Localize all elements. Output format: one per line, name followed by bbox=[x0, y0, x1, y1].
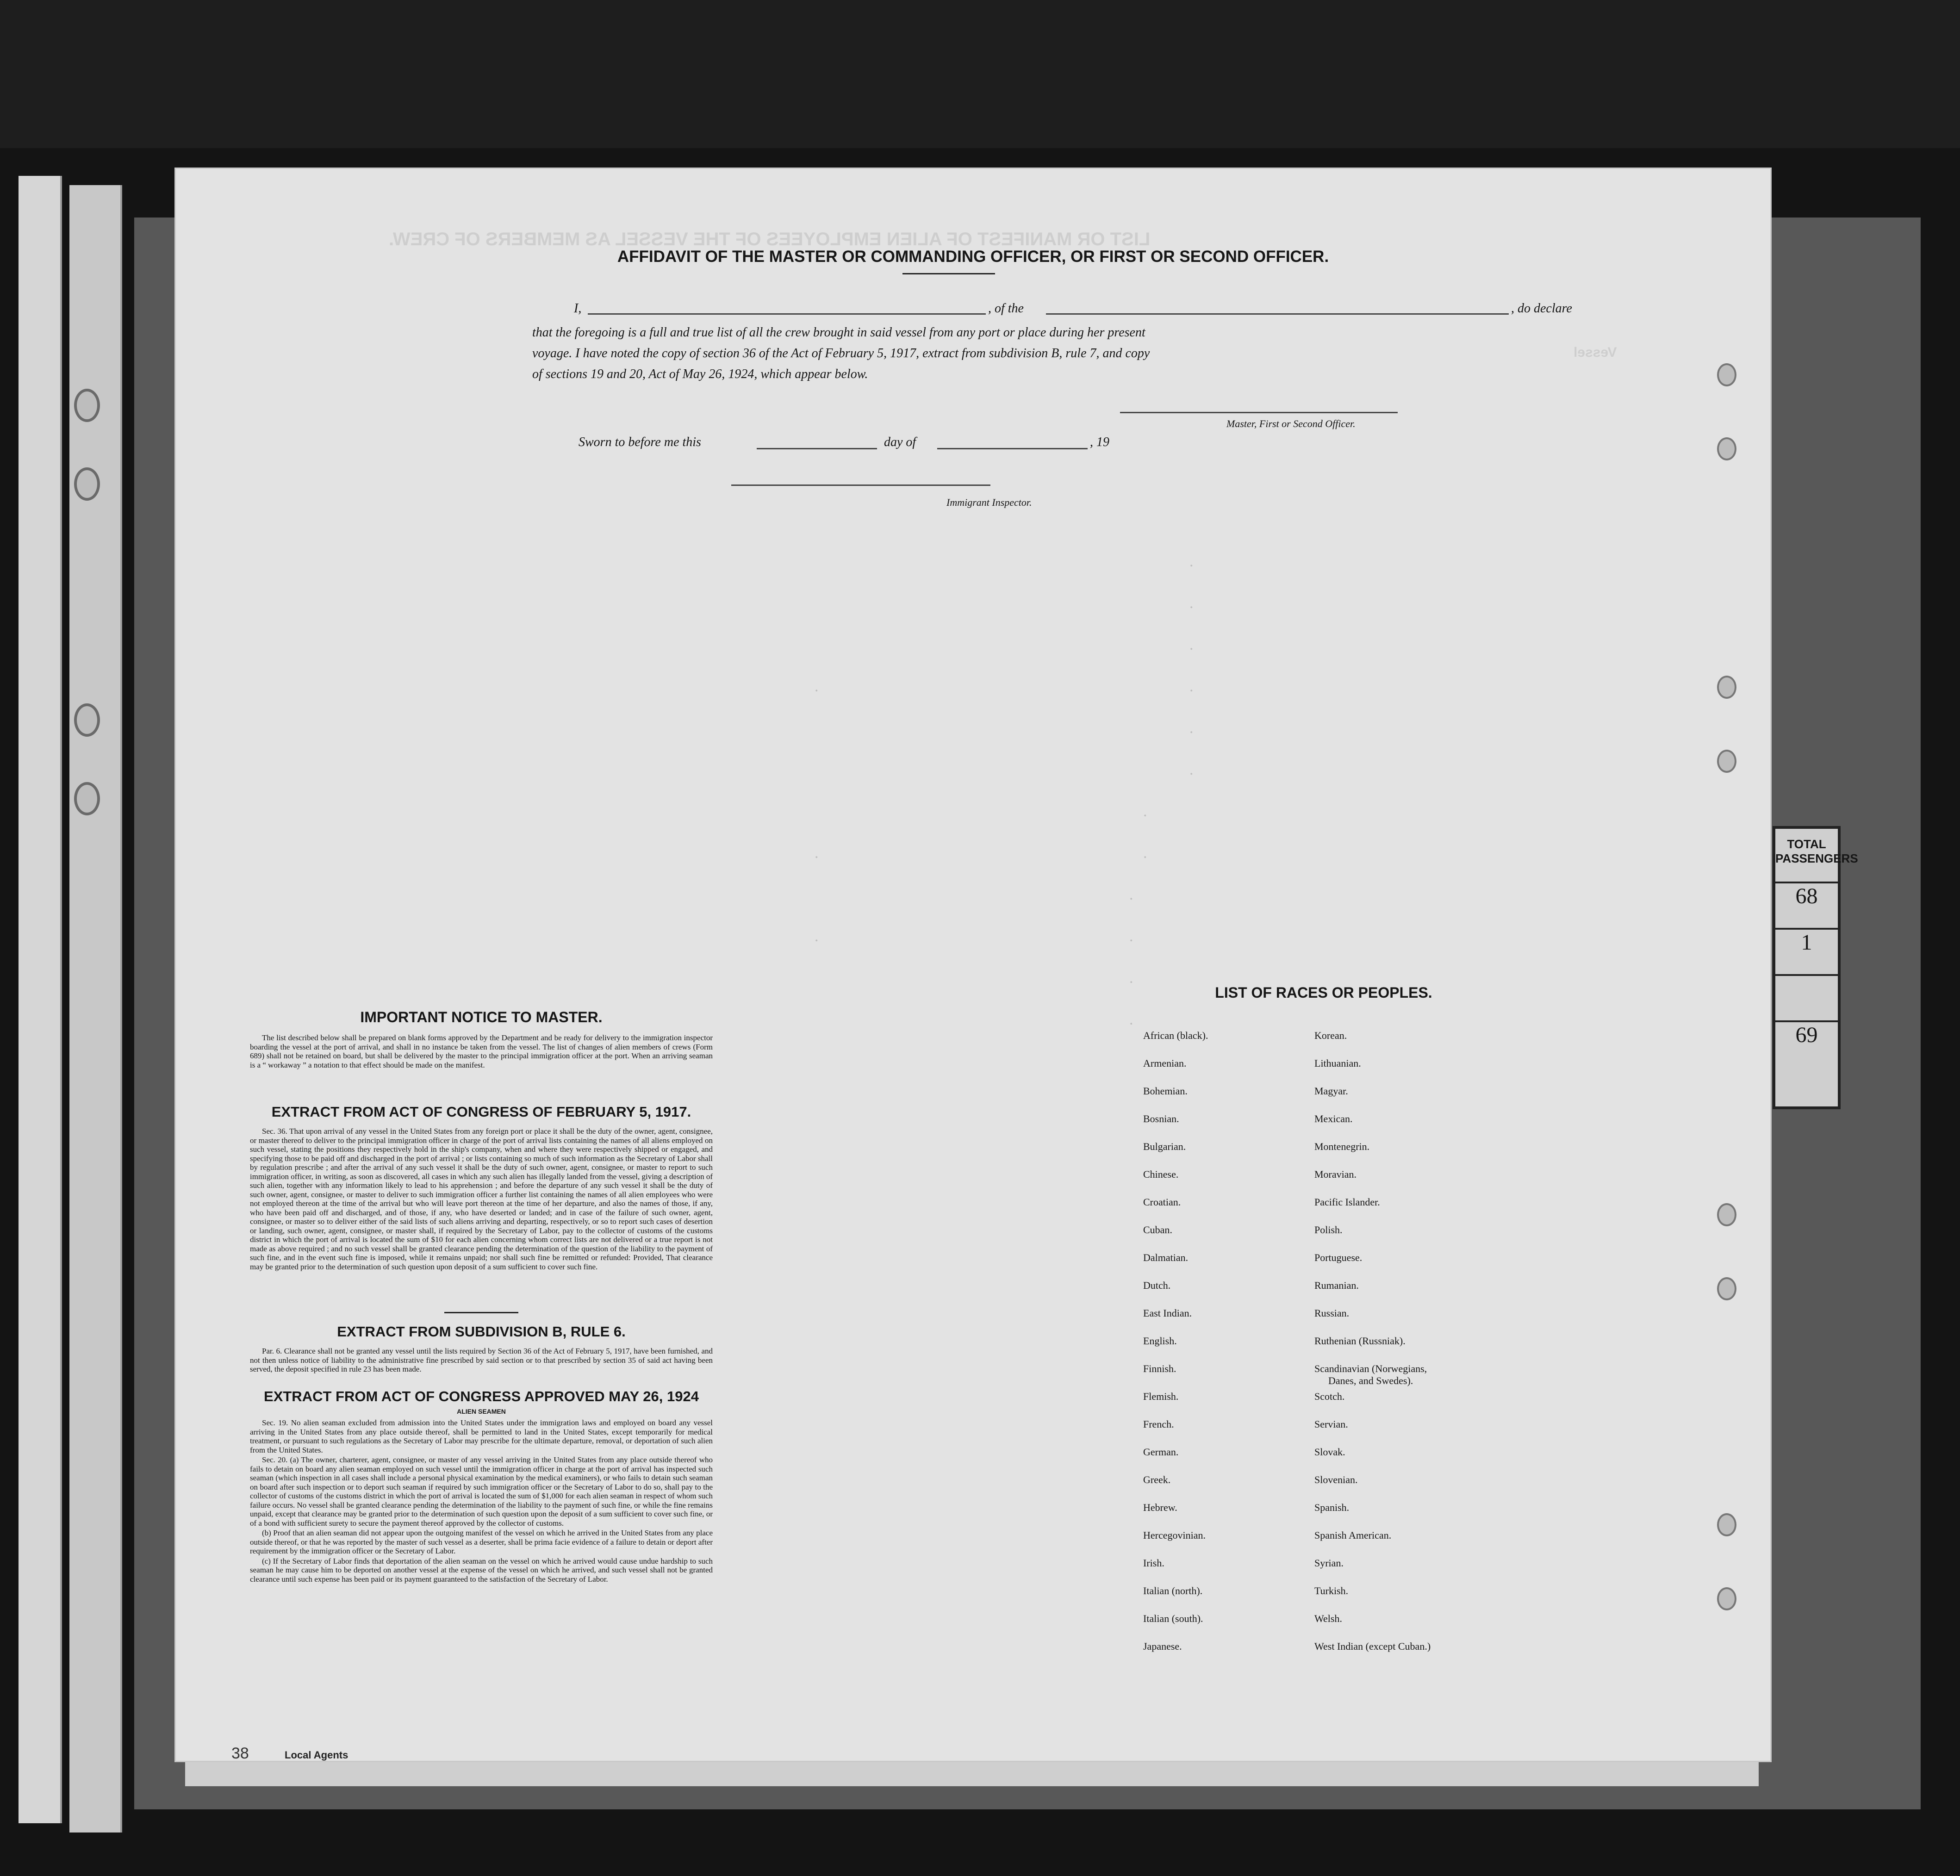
punch-hole bbox=[1717, 750, 1736, 773]
punch-hole bbox=[1717, 363, 1736, 386]
declarant-name-field[interactable] bbox=[588, 299, 986, 315]
bleed-through-mark: . bbox=[1189, 636, 1194, 653]
section-rule bbox=[444, 1312, 518, 1313]
inspector-label: Immigrant Inspector. bbox=[946, 497, 1032, 508]
extract-rule6-title: EXTRACT FROM SUBDIVISION B, RULE 6. bbox=[337, 1323, 626, 1340]
race-item: Syrian. bbox=[1314, 1557, 1344, 1569]
race-item: Welsh. bbox=[1314, 1613, 1342, 1624]
race-item: Lithuanian. bbox=[1314, 1057, 1361, 1069]
race-item: Dutch. bbox=[1143, 1280, 1171, 1291]
bleed-through-mark: . bbox=[1189, 553, 1194, 570]
race-item: English. bbox=[1143, 1335, 1177, 1347]
rule-6-paragraph: Par. 6. Clearance shall not be granted any vessel until the lists required by Section 36 of the Act of February 5, 1917, have been furnished, and not then unless notice of liability to the administrative fine prescribed by said section or to that prescribed by section 35 of said act having been served, the deposit specified in rule 23 has been made. bbox=[250, 1347, 713, 1373]
bleed-through-mark: . bbox=[1189, 678, 1194, 695]
race-item: Bosnian. bbox=[1143, 1113, 1179, 1124]
master-signature-label: Master, First or Second Officer. bbox=[1226, 418, 1356, 429]
race-item: Ruthenian (Russniak). bbox=[1314, 1335, 1406, 1347]
bleed-through-title: LIST OR MANIFEST OF ALIEN EMPLOYEES OF THE VESSEL AS MEMBERS OF CREW. bbox=[389, 229, 1151, 249]
punch-hole bbox=[1717, 676, 1736, 699]
race-item: Italian (south). bbox=[1143, 1613, 1203, 1624]
race-item: Servian. bbox=[1314, 1418, 1348, 1430]
race-item: Polish. bbox=[1314, 1224, 1343, 1236]
race-item: Japanese. bbox=[1143, 1640, 1182, 1652]
races-title: LIST OF RACES OR PEOPLES. bbox=[1215, 984, 1432, 1001]
binder-strip-outer bbox=[19, 176, 62, 1823]
bleed-through-mark: . bbox=[815, 678, 819, 695]
notice-text bbox=[250, 1033, 713, 1070]
races-list bbox=[1143, 1030, 1560, 1677]
punch-hole bbox=[1717, 1277, 1736, 1300]
race-item: Magyar. bbox=[1314, 1085, 1348, 1097]
local-agents-label: Local Agents bbox=[285, 1749, 348, 1761]
notice-title: IMPORTANT NOTICE TO MASTER. bbox=[360, 1009, 603, 1025]
punch-hole bbox=[1717, 1513, 1736, 1536]
race-item: Hercegovinian. bbox=[1143, 1529, 1206, 1541]
declaration-line-1: that the foregoing is a full and true list of all the crew brought in said vessel from any port or place during her present bbox=[532, 325, 1145, 340]
bleed-through-mark: . bbox=[815, 928, 819, 945]
race-item: Moravian. bbox=[1314, 1168, 1357, 1180]
bleed-through-mark: . bbox=[1189, 761, 1194, 778]
scanner-top-band bbox=[0, 0, 1960, 148]
race-item: Montenegrin. bbox=[1314, 1141, 1370, 1152]
do-declare-label: , do declare bbox=[1511, 301, 1572, 316]
bleed-through-mark: . bbox=[1189, 720, 1194, 737]
race-item: Irish. bbox=[1143, 1557, 1164, 1569]
race-item: Pacific Islander. bbox=[1314, 1196, 1380, 1208]
inspector-signature-field[interactable] bbox=[731, 478, 990, 486]
binder-ring bbox=[74, 389, 100, 422]
race-item: Italian (north). bbox=[1143, 1585, 1203, 1596]
alien-seamen-subtitle: ALIEN SEAMEN bbox=[457, 1408, 506, 1415]
punch-hole bbox=[1717, 1587, 1736, 1610]
bleed-through-mark: . bbox=[815, 845, 819, 862]
bleed-through-mark: . bbox=[1143, 803, 1147, 820]
year-label: , 19 bbox=[1090, 435, 1109, 449]
race-item: Hebrew. bbox=[1143, 1502, 1177, 1513]
bleed-through-mark: . bbox=[1189, 595, 1194, 612]
race-item: Bohemian. bbox=[1143, 1085, 1188, 1097]
of-the-label: , of the bbox=[988, 301, 1024, 316]
binder-ring bbox=[74, 467, 100, 501]
binder-ring bbox=[74, 782, 100, 815]
passenger-total-tab bbox=[1773, 826, 1858, 1109]
section-19-paragraph: Sec. 19. No alien seaman excluded from admission into the United States under the immigration laws and employed on board any vessel arriving in the United States from any place outside thereof, shall be permitted to land in the United States, except temporarily for medical treatment, or pursuant to such regulations as the Secretary of Labor may prescribe for the ultimate departure, removal, or deportation of such alien from the United States. bbox=[250, 1418, 713, 1454]
race-item: Scotch. bbox=[1314, 1391, 1345, 1402]
race-item: Scandinavian (Norwegians, bbox=[1314, 1363, 1427, 1374]
race-item: Dalmatian. bbox=[1143, 1252, 1188, 1263]
section-20c-paragraph: (c) If the Secretary of Labor finds that deportation of the alien seaman on the vessel on which he arrived would cause undue hardship to such seaman he may cause him to be deported on another vessel at the expense of the vessel on which he arrived, and such vessel shall not be granted clearance until such expense has been paid or its payment guaranteed to the satisfaction of the Secretary of Labor. bbox=[250, 1556, 713, 1584]
section-36-paragraph: Sec. 36. That upon arrival of any vessel in the United States from any foreign port or place it shall be the duty of the owner, agent, consignee, or master thereof to deliver to the principal immigration officer in charge of the port of arrival lists containing the names of all aliens employed on such vessel, stating the positions they respectively hold in the ship's company, when and where they were respectively shipped or engaged, and specifying those to be paid off and discharged in the port of arrival ; or lists containing so much of such information as the Secretary of Labor shall by regulation prescribe ; and after the arrival of any such vessel it shall be the duty of such owner, agent, consignee, or master to report to such immigration officer, in writing, as soon as discovered, all cases in which any such alien has illegally landed from the vessel, giving a description of such alien, together with any information likely to lead to his apprehension ; and before the departure of any such vessel it shall be the duty of such owner, agent, consignee, or master to deliver to such immigration officer a further list containing the names of all alien employees who were not employed thereon at the time of the arrival but who will leave port thereon at the time of her departure, and also the names of those, if any, who have been paid off and discharged, and of those, if any, who have deserted or landed; and in case of the failure of such owner, agent, consignee, or master so to deliver either of the said lists of such aliens arriving and departing, respectively, or so to report such cases of desertion or landing, such owner, agent, consignee, or master shall, if required by the Secretary of Labor, pay to the collector of customs of the customs district in which the port of arrival is located the sum of $10 for each alien concerning whom correct lists are not delivered or a true report is not made as above required ; and no such vessel shall be granted clearance pending the determination of the question of the liability to the payment of such fine, and in the event such fine is imposed, while it remains unpaid; nor shall such fine be remitted or refunded: Provided, That clearance may be granted prior to the determination of such question upon deposit of a sum sufficient to cover such fine. bbox=[250, 1127, 713, 1271]
race-item: Slovak. bbox=[1314, 1446, 1345, 1458]
page-mark: 38 bbox=[231, 1745, 249, 1762]
race-item: Mexican. bbox=[1314, 1113, 1353, 1124]
declaration-line-2: voyage. I have noted the copy of section 36 of the Act of February 5, 1917, extract from subdivision B, rule 7, and copy bbox=[532, 346, 1150, 360]
section-20b-paragraph: (b) Proof that an alien seaman did not appear upon the outgoing manifest of the vessel on which he arrived in the United States from any place outside thereof, or that he was reported by the master of such vessel as a deserter, shall be prima facie evidence of a failure to detain or deport after requirement by the immigration officer or the Secretary of Labor. bbox=[250, 1528, 713, 1555]
notice-paragraph: The list described below shall be prepared on blank forms approved by the Department and be ready for delivery to the immigration inspector boarding the vessel at the port of arrival, and shall in no instance be taken from the vessel. The list of changes of alien members of crews (Form 689) shall not be retained on board, but shall be delivered by the master to the principal immigration officer at the port. When an arriving seaman is a “ workaway ” a notation to that effect should be made on the manifest. bbox=[250, 1033, 713, 1069]
race-item: German. bbox=[1143, 1446, 1179, 1458]
race-item: Danes, and Swedes). bbox=[1328, 1375, 1413, 1386]
race-item: Chinese. bbox=[1143, 1168, 1179, 1180]
sworn-label: Sworn to before me this bbox=[579, 435, 701, 449]
race-item: Spanish. bbox=[1314, 1502, 1350, 1513]
race-item: Cuban. bbox=[1143, 1224, 1172, 1236]
race-item: Turkish. bbox=[1314, 1585, 1349, 1596]
race-item: Croatian. bbox=[1143, 1196, 1181, 1208]
race-item: Rumanian. bbox=[1314, 1280, 1359, 1291]
binder-strip-inner bbox=[69, 185, 122, 1833]
master-signature-field[interactable] bbox=[1120, 403, 1398, 413]
day-of-label: day of bbox=[884, 435, 916, 449]
affidavit-title: AFFIDAVIT OF THE MASTER OR COMMANDING OFFICER, OR FIRST OR SECOND OFFICER. bbox=[617, 248, 1329, 266]
vessel-name-field[interactable] bbox=[1046, 299, 1509, 315]
extract-1924-text bbox=[250, 1418, 713, 1584]
race-item: East Indian. bbox=[1143, 1307, 1192, 1319]
bleed-through-mark: . bbox=[1143, 845, 1147, 862]
affidavit-page bbox=[176, 169, 1770, 1761]
race-item: West Indian (except Cuban.) bbox=[1314, 1640, 1431, 1652]
race-item: French. bbox=[1143, 1418, 1174, 1430]
extract-rule6-text bbox=[250, 1347, 713, 1375]
tab-header: TOTAL PASSENGERS bbox=[1775, 829, 1838, 883]
extract-1924-title: EXTRACT FROM ACT OF CONGRESS APPROVED MAY 26, 1924 bbox=[264, 1388, 699, 1404]
extract-1917-text bbox=[250, 1127, 713, 1272]
tab-row-empty bbox=[1775, 976, 1838, 1022]
race-item: Finnish. bbox=[1143, 1363, 1176, 1374]
declarant-label: I, bbox=[574, 301, 582, 316]
race-item: Slovenian. bbox=[1314, 1474, 1358, 1485]
race-item: Bulgarian. bbox=[1143, 1141, 1186, 1152]
race-item: Greek. bbox=[1143, 1474, 1171, 1485]
declaration-line-3: of sections 19 and 20, Act of May 26, 1924, which appear below. bbox=[532, 367, 868, 381]
sworn-day-field[interactable] bbox=[757, 435, 877, 449]
bleed-through-mark: . bbox=[1129, 928, 1133, 945]
tab-row-3: 69 bbox=[1795, 1023, 1818, 1047]
tab-row-1: 68 bbox=[1775, 883, 1838, 930]
race-item: Spanish American. bbox=[1314, 1529, 1392, 1541]
race-item: Russian. bbox=[1314, 1307, 1350, 1319]
bleed-through-mark: . bbox=[1129, 969, 1133, 987]
extract-1917-title: EXTRACT FROM ACT OF CONGRESS OF FEBRUARY 5, 1917. bbox=[271, 1104, 691, 1120]
section-20a-paragraph: Sec. 20. (a) The owner, charterer, agent, consignee, or master of any vessel arriving in the United States from any place outside thereof who fails to detain on board any alien seaman employed on such vessel until the immigration officer in charge at the port of arrival has inspected such seaman (which inspection in all cases shall include a personal physical examination by the medical examiners), or who fails to detain such seaman on board after such inspection or to deport such seaman if required by such immigration officer or the Secretary of Labor to do so, shall pay to the collector of customs of the customs district in which the port of arrival is located the sum of $1,000 for each alien seaman in respect of whom such failure occurs. No vessel shall be granted clearance pending the determination of the liability to the payment of such fine, or while the fine remains unpaid, except that clearance may be granted prior to the determination of such question upon the deposit of a sum sufficient to cover such fine, or of a bond with sufficient surety to secure the payment thereof approved by the collector of customs. bbox=[250, 1455, 713, 1528]
tab-row-2: 1 bbox=[1775, 930, 1838, 976]
bleed-through-mark: . bbox=[1129, 1011, 1133, 1028]
binder-ring bbox=[74, 703, 100, 737]
punch-hole bbox=[1717, 437, 1736, 460]
race-item: Flemish. bbox=[1143, 1391, 1179, 1402]
race-item: Portuguese. bbox=[1314, 1252, 1363, 1263]
race-item: African (black). bbox=[1143, 1030, 1208, 1041]
title-rule bbox=[902, 273, 995, 274]
race-item: Armenian. bbox=[1143, 1057, 1187, 1069]
punch-hole bbox=[1717, 1203, 1736, 1226]
bleed-through-vessel: Vessel bbox=[1574, 345, 1617, 360]
race-item: Korean. bbox=[1314, 1030, 1347, 1041]
sworn-month-field[interactable] bbox=[937, 435, 1088, 449]
bleed-through-mark: . bbox=[1129, 886, 1133, 903]
